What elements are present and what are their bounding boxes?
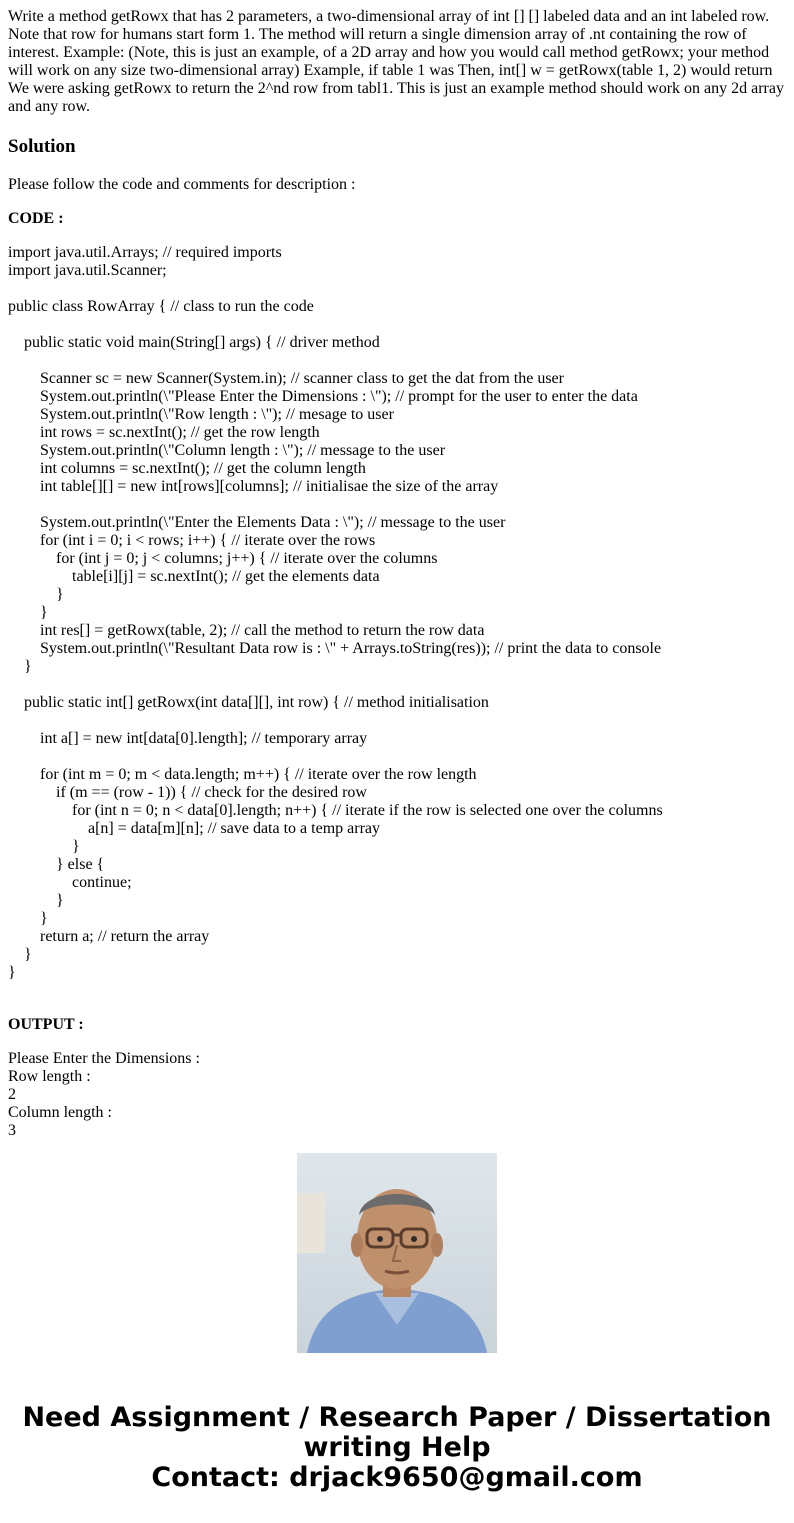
code-line: int res[] = getRowx(table, 2); // call the method to return the row data [8, 622, 485, 639]
code-line: System.out.println(\"Please Enter the Dimensions : \"); // prompt for the user to enter the data [8, 388, 638, 405]
code-line: public class RowArray { // class to run the code [8, 298, 314, 315]
code-label: CODE : [8, 210, 64, 227]
code-line: return a; // return the array [8, 928, 210, 945]
footer-line-1: Need Assignment / Research Paper / Dissertation [22, 1402, 772, 1433]
code-line [8, 496, 786, 514]
code-line: System.out.println(\"Row length : \"); // mesage to user [8, 406, 394, 423]
code-line: System.out.println(\"Column length : \"); // message to the user [8, 442, 446, 459]
code-line [8, 748, 786, 766]
code-line: import java.util.Scanner; [8, 262, 167, 279]
author-photo [297, 1153, 497, 1353]
code-line [8, 676, 786, 694]
code-line: } [8, 586, 64, 603]
document-content [8, 0, 786, 1139]
footer-line-2: writing Help [303, 1432, 491, 1463]
code-line [8, 316, 786, 334]
code-block [8, 244, 786, 982]
code-line [8, 280, 786, 298]
code-line: int columns = sc.nextInt(); // get the column length [8, 460, 366, 477]
code-line: import java.util.Arrays; // required imports [8, 244, 282, 261]
code-line: System.out.println(\"Resultant Data row is : \" + Arrays.toString(res)); // print the data to console [8, 640, 662, 657]
code-line: int table[][] = new int[rows][columns]; // initialisae the size of the array [8, 478, 499, 495]
output-block [8, 1050, 786, 1140]
footer-contact: Contact: drjack9650@gmail.com [151, 1462, 643, 1493]
code-line: } [8, 946, 32, 963]
portrait-image [297, 1153, 497, 1353]
output-line: 3 [8, 1122, 16, 1139]
code-line: table[i][j] = sc.nextInt(); // get the elements data [8, 568, 380, 585]
code-line: } [8, 910, 48, 927]
code-line: for (int i = 0; i < rows; i++) { // iterate over the rows [8, 532, 376, 549]
code-line: int a[] = new int[data[0].length]; // temporary array [8, 730, 368, 747]
code-line: } [8, 838, 80, 855]
code-line: Scanner sc = new Scanner(System.in); // scanner class to get the dat from the user [8, 370, 564, 387]
code-line: if (m == (row - 1)) { // check for the desired row [8, 784, 367, 801]
output-line: 2 [8, 1086, 16, 1103]
code-line: for (int n = 0; n < data[0].length; n++) { // iterate if the row is selected one over the columns [8, 802, 663, 819]
code-line: public static void main(String[] args) { // driver method [8, 334, 380, 351]
solution-intro: Please follow the code and comments for description : [8, 176, 356, 193]
output-line: Please Enter the Dimensions : [8, 1050, 200, 1067]
code-line: a[n] = data[m][n]; // save data to a temp array [8, 820, 380, 837]
code-line [8, 712, 786, 730]
solution-heading: Solution [8, 136, 76, 157]
code-line: for (int m = 0; m < data.length; m++) { // iterate over the row length [8, 766, 477, 783]
code-line [8, 352, 786, 370]
question-text: Write a method getRowx that has 2 parameters, a two-dimensional array of int [] [] labeled data and an int labeled row. Note that row for humans start form 1. The method will return a single dimension array of .nt containing the row of interest. Example: (Note, this is just an example, of a 2D array and how you would call method getRowx; your method will work on any size two-dimensional array) Example, if table 1 was Then, int[] w = getRowx(table 1, 2) would return We were asking getRowx to return the 2^nd row from tabl1. This is just an example method should work on any 2d array and any row. [8, 8, 784, 115]
code-line: public static int[] getRowx(int data[][], int row) { // method initialisation [8, 694, 489, 711]
code-line: int rows = sc.nextInt(); // get the row length [8, 424, 320, 441]
output-line: Column length : [8, 1104, 112, 1121]
code-line: continue; [8, 874, 132, 891]
code-line: } else { [8, 856, 105, 873]
output-line: Row length : [8, 1068, 91, 1085]
code-line: System.out.println(\"Enter the Elements Data : \"); // message to the user [8, 514, 506, 531]
output-label: OUTPUT : [8, 1016, 84, 1033]
code-line: } [8, 892, 64, 909]
code-line: } [8, 964, 16, 981]
code-line: } [8, 604, 48, 621]
code-line: for (int j = 0; j < columns; j++) { // iterate over the columns [8, 550, 438, 567]
code-line: } [8, 658, 32, 675]
footer-banner [0, 1403, 794, 1493]
